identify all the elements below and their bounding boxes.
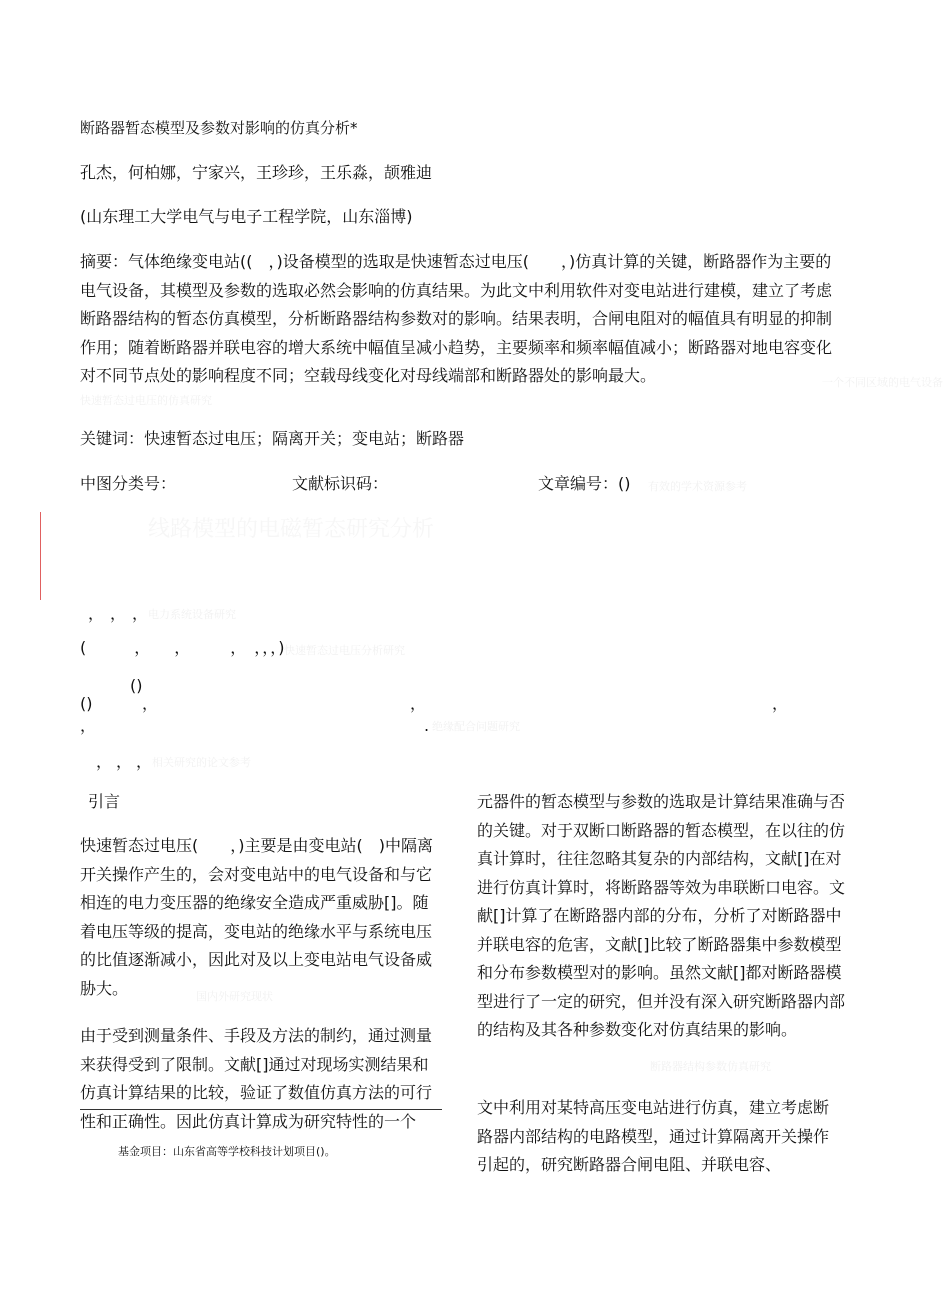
left-column-paragraph: 由于受到测量条件、手段及方法的制约，通过测量来获得受到了限制。文献[]通过对现场实测结果和仿真计算结果的比较，验证了数值仿真方法的可行性和正确性。因此仿真计算成为研究特性的一个 (80, 1026, 433, 1131)
watermark-heading: 线路模型的电磁暂态研究分析 (148, 517, 435, 542)
funding-footnote: 基金项目：山东省高等学校科技计划项目()。 (118, 1145, 336, 1158)
english-abstract-fragment: ， (80, 716, 97, 735)
left-column-paragraph: 快速暂态过电压( ，)主要是由变电站( )中隔离开关操作产生的，会对变电站中的电气设备和与它相连的电力变压器的绝缘安全造成严重威胁[]。随着电压等级的提高，变电站的绝缘水平与系统电压的比值逐渐减小，因此对及以上变电站电气设备威胁大。 (80, 836, 433, 998)
watermark-text: 国内外研究现状 (196, 990, 273, 1003)
article-number-label: 文章编号：() (538, 474, 631, 493)
clc-number-label: 中图分类号： (80, 474, 177, 493)
keywords: 关键词：快速暂态过电压；隔离开关；变电站；断路器 (80, 429, 465, 448)
watermark-text: 绝缘配合问题研究 (432, 720, 520, 733)
footnote-rule (80, 1109, 442, 1110)
abstract: 摘要：气体绝缘变电站(( ，)设备模型的选取是快速暂态过电压( ，)仿真计算的关键，断路器作为主要的电气设备，其模型及参数的选取必然会影响的仿真结果。为此文中利用软件对变电站进行建模，建立了考虑断路器结构的暂态仿真模型，分析断路器结构参数对的影响。结果表明，合闸电阻对的幅值具有明显的抑制作用；随着断路器并联电容的增大系统中幅值呈减小趋势，主要频率和频率幅值减小；断路器对地电容变化对不同节点处的影响程度不同；空载母线变化对母线端部和断路器处的影响最大。 (80, 252, 833, 385)
english-keyword-fragment: ，，， (96, 752, 165, 771)
english-affiliation-fragment: ( ， ， ， ，，，) (80, 638, 285, 657)
right-column-paragraph: 文中利用对某特高压变电站进行仿真，建立考虑断路器内部结构的电路模型，通过计算隔离开关操作引起的，研究断路器合闸电阻、并联电容、 (477, 1098, 830, 1174)
affiliation: (山东理工大学电气与电子工程学院，山东淄博) (80, 207, 413, 226)
author-list: 孔杰，何柏娜，宁家兴，王珍珍，王乐淼，颉雅迪 (80, 163, 433, 182)
watermark-text: 断路器结构参数仿真研究 (650, 1060, 771, 1073)
english-abstract-fragment: () (130, 676, 143, 695)
watermark-text: 快速暂态过电压分析研究 (284, 644, 405, 657)
watermark-text: 电力系统设备研究 (148, 608, 236, 621)
watermark-text: 快速暂态过电压的仿真研究 (80, 394, 212, 407)
paper-title: 断路器暂态模型及参数对影响的仿真分析* (80, 119, 358, 137)
watermark-text: 一个不同区域的电气设备 (822, 376, 943, 389)
english-abstract-fragment: . (424, 716, 430, 735)
right-column-paragraph: 元器件的暂态模型与参数的选取是计算结果准确与否的关键。对于双断口断路器的暂态模型，在以往的仿真计算时，往往忽略其复杂的内部结构，文献[]在对进行仿真计算时，将断路器等效为串联断口电容。文献[]计算了在断路器内部的分布，分析了对断路器中并联电容的危害，文献[]比较了断路器集中参数模型和分布参数模型对的影响。虽然文献[]都对断路器模型进行了一定的研究，但并没有深入研究断路器内部的结构及其各种参数变化对仿真结果的影响。 (477, 792, 846, 1039)
english-author-fragment: ，，， (88, 604, 163, 623)
section-heading: 引言 (88, 792, 121, 811)
document-code-label: 文献标识码： (292, 474, 389, 493)
watermark-text: 有效的学术资源参考 (648, 480, 747, 493)
english-abstract-fragment: ， (142, 694, 159, 713)
english-abstract-fragment: () (80, 694, 93, 713)
english-abstract-fragment: ， (410, 694, 427, 713)
watermark-text: 相关研究的论文参考 (152, 756, 251, 769)
english-abstract-fragment: ， (772, 694, 789, 713)
margin-mark (40, 512, 41, 600)
